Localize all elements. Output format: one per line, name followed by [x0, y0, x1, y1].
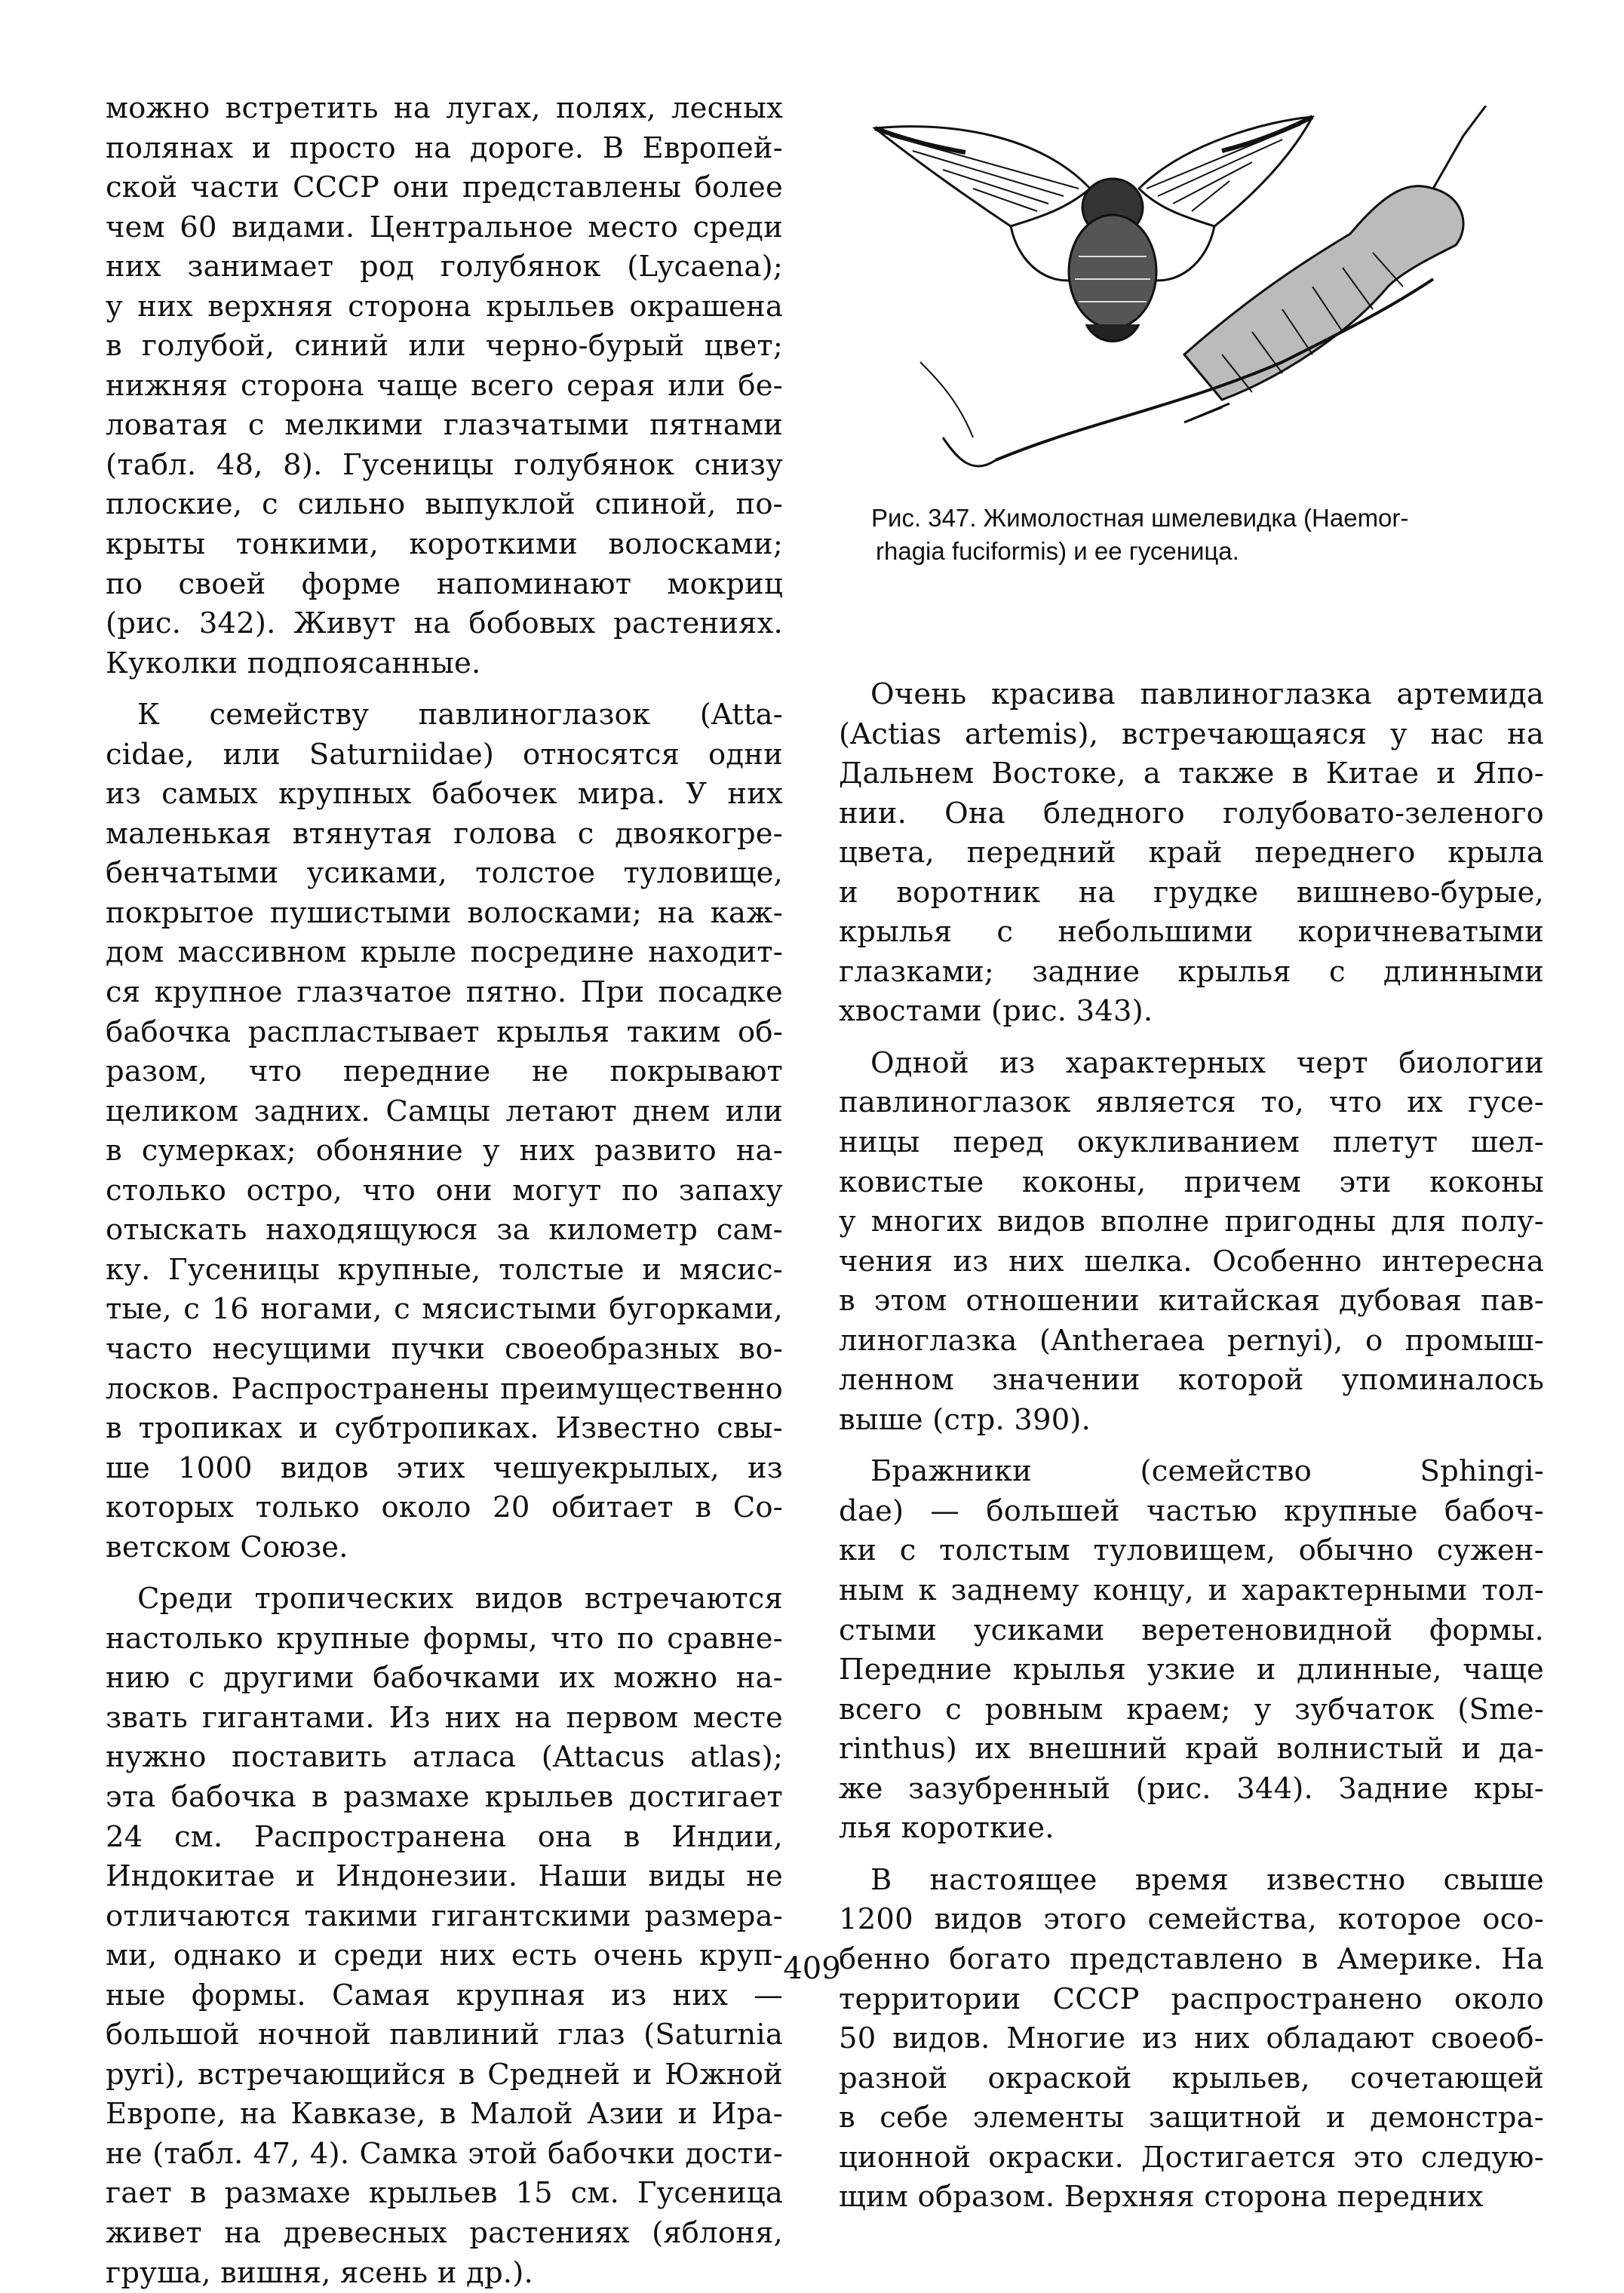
text-line: столько остро, что они могут по запаху	[106, 1173, 783, 1208]
text-line: нижняя сторона чаще всего серая или бе-	[106, 368, 783, 403]
text-line: ционной окраски. Достигается это следую-	[839, 2140, 1544, 2175]
text-line: бенно богато представлено в Америке. На	[839, 1942, 1544, 1976]
text-line: Дальнем Востоке, а также в Китае и Япо-	[839, 757, 1544, 791]
text-line: территории СССР распространено около	[839, 1981, 1544, 2016]
text-line: полянах и просто на дороге. В Европей-	[106, 130, 783, 165]
text-line: ку. Гусеницы крупные, толстые и мясис-	[106, 1252, 783, 1287]
text-line: cidae, или Saturniidae) относятся одни	[106, 737, 783, 772]
text-line: настолько крупные формы, что по сравне-	[106, 1621, 783, 1656]
text-line: живет на древесных растениях (яблоня,	[106, 2215, 783, 2250]
text-line: эта бабочка в размахе крыльев достигает	[106, 1779, 783, 1814]
text-line: глазками; задние крылья с длинными	[839, 954, 1544, 989]
text-line: в себе элементы защитной и демонстра-	[839, 2101, 1544, 2135]
page-number: 409	[783, 1951, 841, 1986]
text-line: них занимает род голубянок (Lycaena);	[106, 250, 783, 284]
text-line: 50 видов. Многие из них обладают своеоб-	[839, 2021, 1544, 2056]
text-line: Европе, на Кавказе, в Малой Азии и Ира-	[106, 2097, 783, 2132]
text-line: ветском Союзе.	[106, 1530, 348, 1564]
text-line: ленном значении которой упоминалось	[839, 1363, 1544, 1398]
text-line: лья короткие.	[839, 1811, 1055, 1846]
text-line: ницы перед окукливанием плетут шел-	[839, 1125, 1544, 1160]
right-column	[839, 675, 1544, 2218]
text-line: дом массивном крыле посредине находит-	[106, 935, 783, 970]
text-line: pyri), встречающийся в Средней и Южной	[106, 2057, 783, 2092]
text-line: 1200 видов этого семейства, которое осо-	[839, 1902, 1544, 1937]
text-line: павлиноглазок является то, что их гусе-	[839, 1085, 1544, 1120]
text-line: большой ночной павлиний глаз (Saturnia	[106, 2018, 783, 2052]
text-line: бабочка распластывает крылья таким об-	[106, 1015, 783, 1049]
text-line: не (табл. 47, 4). Самка этой бабочки дости-	[106, 2136, 783, 2171]
text-line: в сумерках; обоняние у них развито на-	[106, 1134, 783, 1168]
text-line: (Actias artemis), встречающаяся у нас на	[839, 717, 1544, 751]
text-line: ской части СССР они представлены более	[106, 170, 783, 205]
text-line: Передние крылья узкие и длинные, чаще	[839, 1653, 1544, 1687]
text-line: покрытое пушистыми волосками; на каж-	[106, 895, 783, 930]
text-line: ные формы. Самая крупная из них —	[106, 1978, 783, 2012]
text-line: rinthus) их внешний край волнистый и да-	[839, 1732, 1544, 1767]
text-line: выше (стр. 390).	[839, 1402, 1091, 1437]
text-line: крыты тонкими, короткими волосками;	[106, 527, 783, 562]
text-line: ловатая с мелкими глазчатыми пятнами	[106, 408, 783, 443]
text-line: и воротник на грудке вишнево-бурые,	[839, 875, 1544, 910]
text-line: К семейству павлиноглазок (Atta-	[137, 698, 783, 732]
text-line: ным к заднему концу, и характерными тол-	[839, 1573, 1544, 1608]
text-line: целиком задних. Самцы летают днем или	[106, 1094, 783, 1128]
text-line: плоские, с сильно выпуклой спиной, по-	[106, 487, 783, 522]
text-line: (табл. 48, 8). Гусеницы голубянок снизу	[106, 447, 783, 482]
text-line: груша, вишня, ясень и др.).	[106, 2255, 533, 2290]
text-line: в тропиках и субтропиках. Известно свы-	[106, 1411, 783, 1446]
text-line: цвета, передний край переднего крыла	[839, 836, 1544, 870]
text-line: же зазубренный (рис. 344). Задние кры-	[839, 1771, 1544, 1806]
text-line: часто несущими пучки своеобразных во-	[106, 1331, 783, 1366]
figure-347-hawkmoth-illustration	[860, 106, 1524, 498]
text-line: разной окраской крыльев, сочетающей	[839, 2061, 1544, 2095]
text-line: щим образом. Верхняя сторона передних	[839, 2180, 1484, 2215]
text-line: разом, что передние не покрывают	[106, 1054, 783, 1089]
caption-line: Рис. 347. Жимолостная шмелевидка (Haemor-	[871, 504, 1409, 532]
figure-caption	[871, 502, 1520, 568]
text-line: которых только около 20 обитает в Со-	[106, 1490, 783, 1525]
text-line: Бражники (семейство Sphingi-	[870, 1454, 1544, 1489]
text-line: ми, однако и среди них есть очень круп-	[106, 1938, 783, 1973]
text-line: линоглазка (Antheraea pernyi), о промыш-	[839, 1323, 1544, 1358]
text-line: ся крупное глазчатое пятно. При посадке	[106, 975, 783, 1010]
text-line: Среди тропических видов встречаются	[137, 1582, 783, 1616]
text-line: (рис. 342). Живут на бобовых растениях.	[106, 606, 783, 641]
text-line: по своей форме напоминают мокриц	[106, 566, 783, 601]
text-line: ковистые коконы, причем эти коконы	[839, 1165, 1544, 1199]
text-line: отличаются такими гигантскими размера-	[106, 1899, 783, 1933]
text-line: крылья с небольшими коричневатыми	[839, 915, 1544, 950]
caption-line: rhagia fuciformis) и ее гусеница.	[876, 537, 1239, 565]
text-line: у многих видов вполне пригодны для полу-	[839, 1205, 1544, 1239]
text-line: dae) — большей частью крупные бабоч-	[839, 1493, 1544, 1528]
text-line: нии. Она бледного голубовато-зеленого	[839, 796, 1544, 830]
text-line: Одной из характерных черт биологии	[870, 1045, 1544, 1080]
text-line: стыми усиками веретеновидной формы.	[839, 1613, 1544, 1647]
text-line: всего с ровным краем; у зубчаток (Sme-	[839, 1692, 1544, 1727]
text-line: маленькая втянутая голова с двоякогре-	[106, 816, 783, 851]
text-line: нию с другими бабочками их можно на-	[106, 1661, 783, 1696]
text-line: звать гигантами. Из них на первом месте	[106, 1700, 783, 1735]
text-line: в этом отношении китайская дубовая пав-	[839, 1284, 1544, 1318]
text-line: Индокитае и Индонезии. Наши виды не	[106, 1859, 783, 1894]
text-line: Очень красива павлиноглазка артемида	[870, 677, 1544, 711]
text-line: В настоящее время известно свыше	[870, 1862, 1544, 1897]
text-line: хвостами (рис. 343).	[839, 994, 1153, 1029]
text-line: гает в размахе крыльев 15 см. Гусеница	[106, 2176, 783, 2211]
text-line: у них верхняя сторона крыльев окрашена	[106, 289, 783, 324]
text-line: в голубой, синий или черно-бурый цвет;	[106, 329, 783, 364]
text-line: можно встретить на лугах, полях, лесных	[106, 91, 783, 125]
text-line: ки с толстым туловищем, обычно сужен-	[839, 1533, 1544, 1568]
text-line: из самых крупных бабочек мира. У них	[106, 777, 783, 812]
text-line: чения из них шелка. Особенно интересна	[839, 1244, 1544, 1278]
text-line: нужно поставить атласа (Attacus atlas);	[106, 1740, 783, 1775]
text-line: 24 см. Распространена она в Индии,	[106, 1819, 783, 1854]
text-line: отыскать находящуюся за километр сам-	[106, 1213, 783, 1248]
text-line: Куколки подпоясанные.	[106, 646, 481, 680]
text-line: лосков. Распространены преимущественно	[106, 1371, 783, 1406]
text-line: чем 60 видами. Центральное место среди	[106, 210, 783, 244]
text-line: ше 1000 видов этих чешуекрылых, из	[106, 1450, 783, 1485]
text-line: тые, с 16 ногами, с мясистыми бугорками,	[106, 1292, 783, 1327]
text-line: бенчатыми усиками, толстое туловище,	[106, 856, 783, 891]
